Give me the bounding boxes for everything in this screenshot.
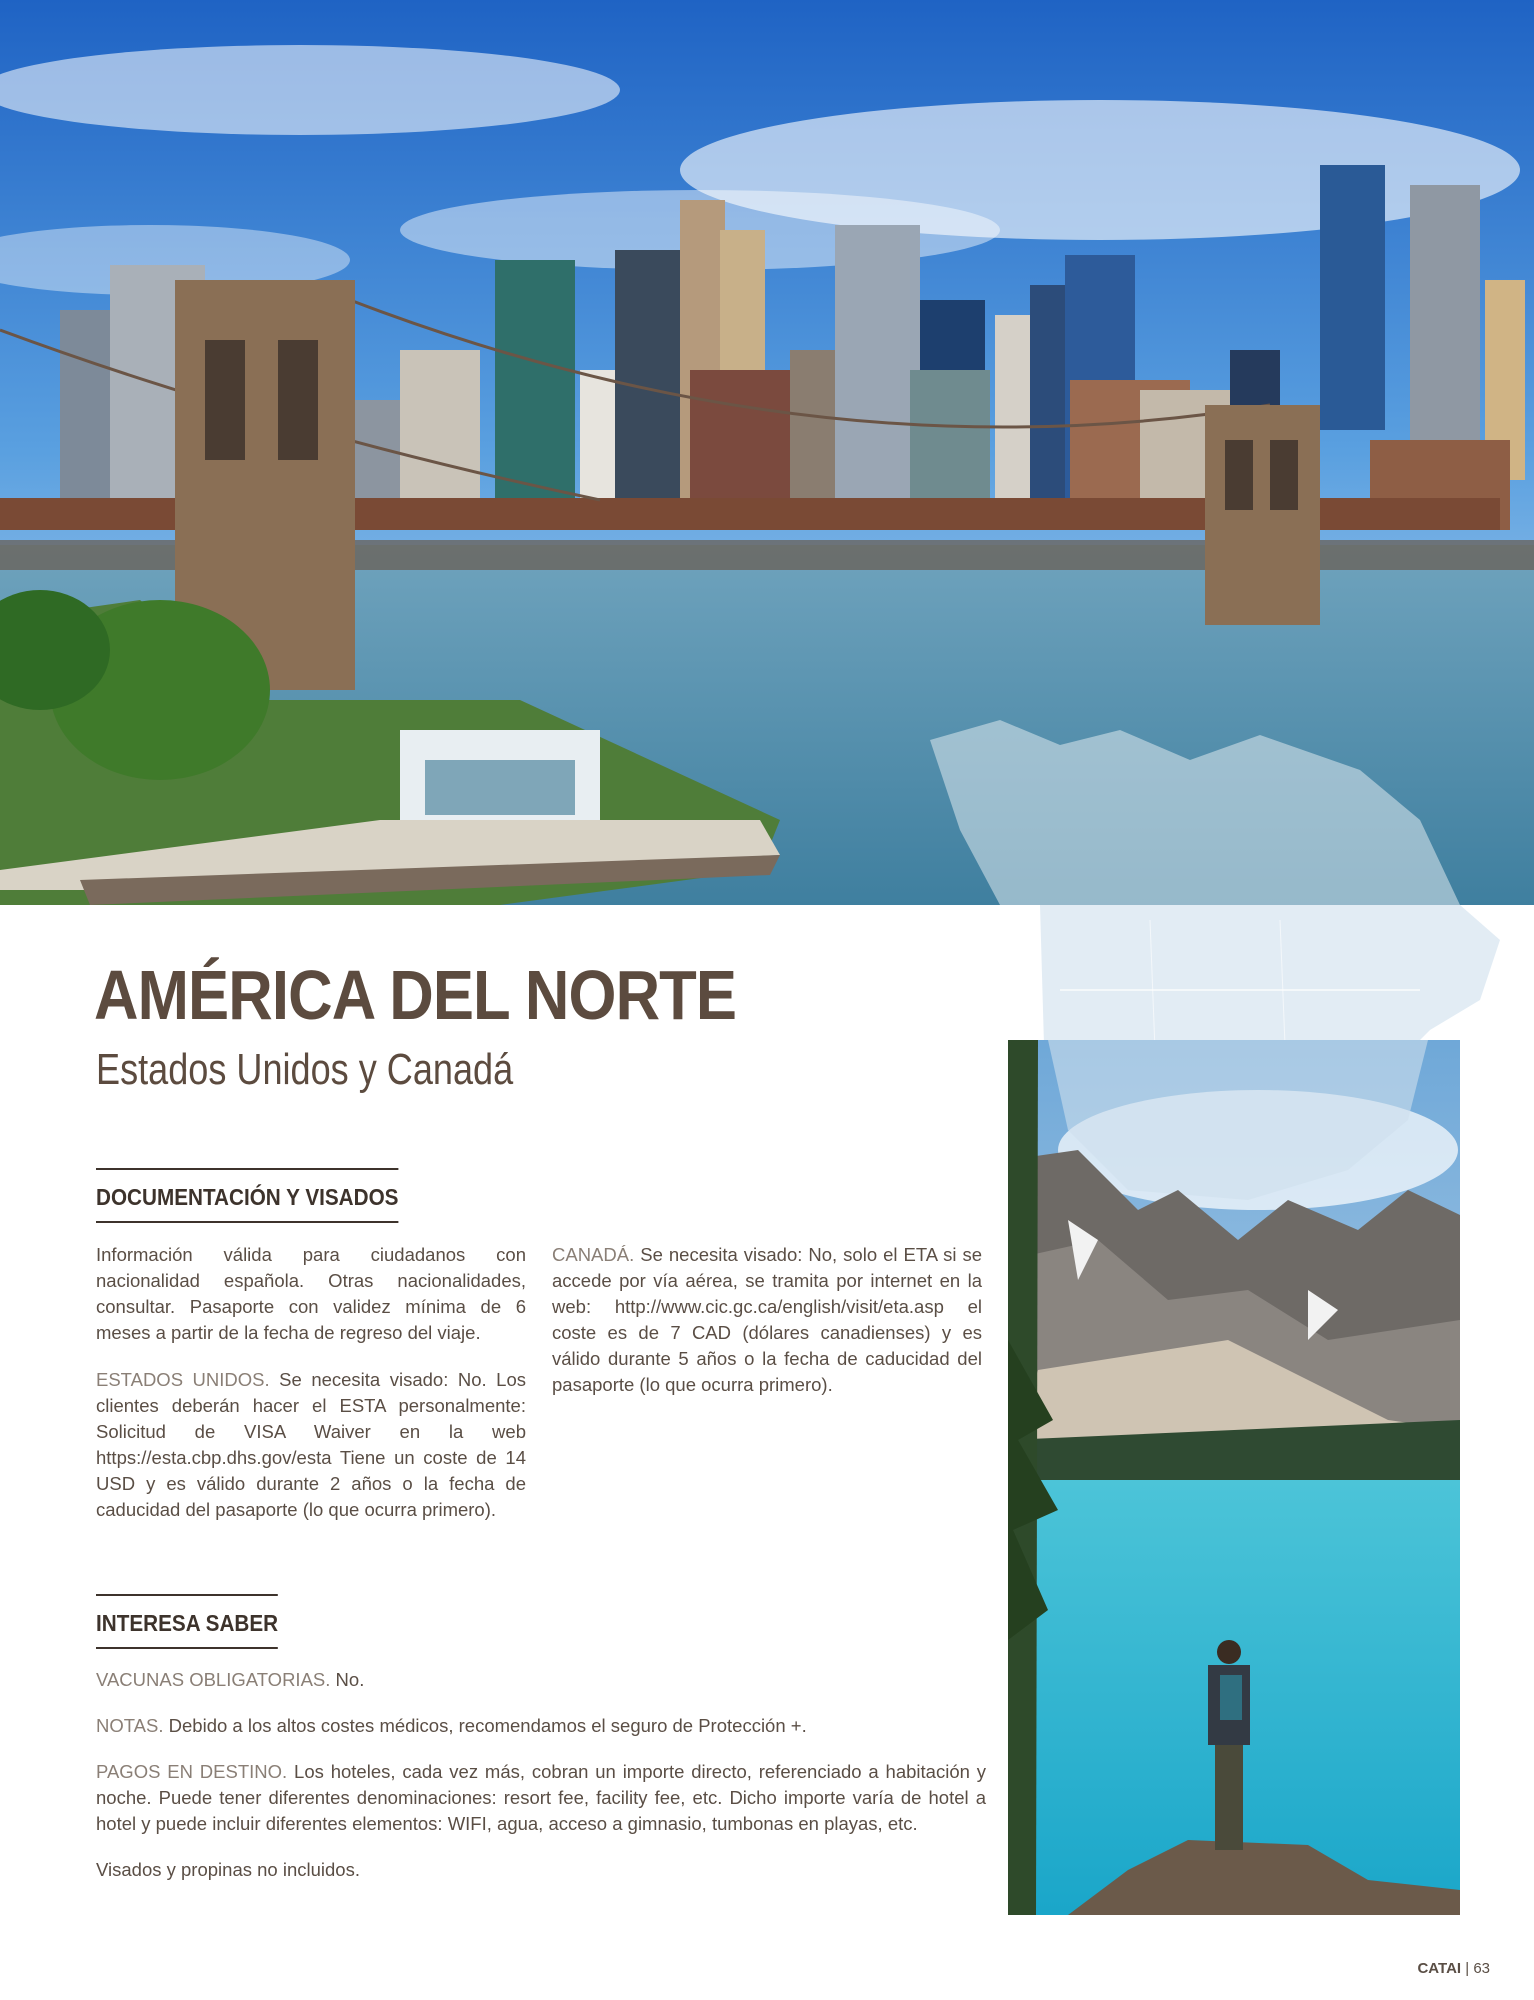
footer-separator: | (1461, 1960, 1474, 1977)
pagos-text: Los hoteles, cada vez más, cobran un importe directo, referenciado a habitación y noche. Puede tener diferentes denominaciones: resort fee, facility fee, etc. Dicho importe varía de hotel a hotel y puede incluir diferentes elementos: WIFI, agua, acceso a gimnasio, tumbonas en playas, etc. (96, 1761, 986, 1834)
canada-text: Se necesita visado: No, solo el ETA si se accede por vía aérea, se tramita por internet en la web: http://www.cic.gc.ca/english/visit/eta.asp el coste es de 7 CAD (dólares canadienses) y es válido durante 5 años o la fecha de caducidad del pasaporte (lo que ocurra primero). (552, 1244, 982, 1395)
canada-lead: CANADÁ. (552, 1244, 635, 1265)
hero-photo-nyc-skyline (0, 0, 1534, 905)
vacunas-paragraph (96, 1667, 986, 1693)
documentacion-canada (552, 1242, 982, 1398)
notas-paragraph (96, 1713, 986, 1739)
page-title: AMÉRICA DEL NORTE (94, 956, 737, 1034)
usa-text: Se necesita visado: No. Los clientes deberán hacer el ESTA personalmente: Solicitud de VISA Waiver en la web https://esta.cbp.dhs.gov/esta Tiene un coste de 14 USD y es válido durante 2 años o la fecha de caducidad del pasaporte (lo que ocurra primero). (96, 1369, 527, 1520)
visados-paragraph: Visados y propinas no incluidos. (96, 1859, 360, 1880)
vacunas-lead: VACUNAS OBLIGATORIAS. (96, 1669, 331, 1690)
documentacion-intro: Información válida para ciudadanos con nacionalidad española. Otras nacionalidades, consultar. Pasaporte con validez mínima de 6 meses a partir de la fecha de regreso del viaje. (96, 1244, 526, 1343)
lake-mountain-photo (1008, 1040, 1460, 1915)
page-footer (1417, 1960, 1490, 1977)
page-subtitle: Estados Unidos y Canadá (96, 1045, 514, 1094)
pagos-paragraph (96, 1759, 986, 1837)
footer-brand: CATAI (1417, 1960, 1462, 1977)
documentacion-usa (96, 1367, 526, 1523)
pagos-lead: PAGOS EN DESTINO. (96, 1761, 288, 1782)
section-heading-interesa-saber: INTERESA SABER (96, 1594, 278, 1649)
page-number: 63 (1473, 1960, 1490, 1977)
usa-lead: ESTADOS UNIDOS. (96, 1369, 270, 1390)
vacunas-text: No. (330, 1669, 365, 1690)
notas-text: Debido a los altos costes médicos, recomendamos el seguro de Protección +. (163, 1715, 807, 1736)
section-heading-documentacion: DOCUMENTACIÓN Y VISADOS (96, 1168, 398, 1223)
notas-lead: NOTAS. (96, 1715, 164, 1736)
